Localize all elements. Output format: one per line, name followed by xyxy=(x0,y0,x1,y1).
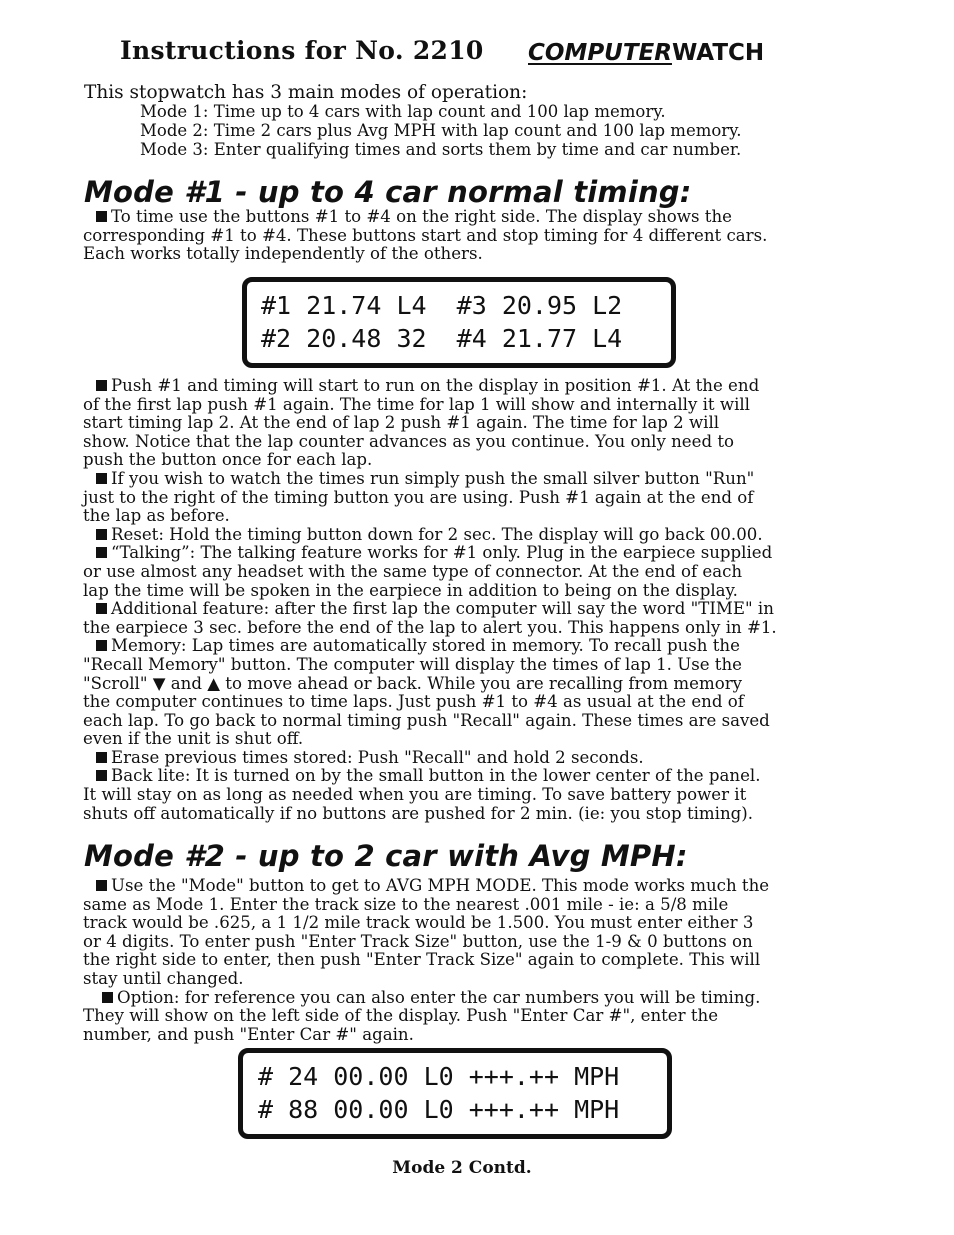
text-line: the right side to enter, then push "Enter Track Size" again to complete. This will xyxy=(83,950,761,970)
mode2-instructions xyxy=(83,877,853,1044)
mode2-heading: Mode #2 - up to 2 car with Avg MPH: xyxy=(84,839,688,873)
intro-text: This stopwatch has 3 main modes of operation: xyxy=(84,82,528,103)
text-line: If you wish to watch the times run simply push the small silver button "Run" xyxy=(111,468,755,488)
lcd-display-mode2 xyxy=(238,1048,672,1139)
text-line: stay until changed. xyxy=(83,968,244,988)
mode-list-item: Mode 1: Time up to 4 cars with lap count and 100 lap memory. xyxy=(140,102,666,121)
text-line: Memory: Lap times are automatically stored in memory. To recall push the xyxy=(111,636,740,656)
text-line: number, and push "Enter Car #" again. xyxy=(83,1024,414,1044)
bullet-square-icon xyxy=(96,770,107,781)
mode-list-item: Mode 3: Enter qualifying times and sorts them by time and car number. xyxy=(140,140,742,160)
text-line: Each works totally independently of the others. xyxy=(83,244,483,264)
text-line: start timing lap 2. At the end of lap 2 push #1 again. The time for lap 2 will xyxy=(83,413,720,433)
bullet-square-icon xyxy=(96,473,107,484)
text-line: They will show on the left side of the display. Push "Enter Car #", enter the xyxy=(83,1006,719,1026)
text-line: "Recall Memory" button. The computer will display the times of lap 1. Use the xyxy=(83,654,742,674)
text-line: lap the time will be spoken in the earpiece in addition to being on the display. xyxy=(83,580,738,600)
text-line: Additional feature: after the first lap the computer will say the word "TIME" in xyxy=(111,599,774,619)
text-line: Reset: Hold the timing button down for 2 sec. The display will go back 00.00. xyxy=(111,524,763,544)
lcd-line: #1 21.74 L4 #3 20.95 L2 xyxy=(261,291,623,320)
mode-list xyxy=(140,102,742,160)
text-line: each lap. To go back to normal timing push "Recall" again. These times are saved xyxy=(83,710,770,730)
lcd-display-mode1 xyxy=(242,277,676,368)
text-line: corresponding #1 to #4. These buttons start and stop timing for 4 different cars. xyxy=(83,225,768,245)
mode-list-item: Mode 2: Time 2 cars plus Avg MPH with lap count and 100 lap memory. xyxy=(140,121,742,141)
bullet-square-icon xyxy=(96,380,107,391)
bullet-square-icon xyxy=(96,211,107,222)
text-line: “Talking”: The talking feature works for #1 only. Plug in the earpiece supplied xyxy=(111,543,773,563)
text-line: just to the right of the timing button you are using. Push #1 again at the end of xyxy=(83,487,754,507)
logo-part-watch: WATCH xyxy=(671,40,765,66)
text-line: same as Mode 1. Enter the track size to the nearest .001 mile - ie: a 5/8 mile xyxy=(83,894,729,914)
text-line: shuts off automatically if no buttons are pushed for 2 min. (ie: you stop timing). xyxy=(83,803,754,823)
text-line: push the button once for each lap. xyxy=(83,450,373,470)
lcd-line: # 88 00.00 L0 +++.++ MPH xyxy=(258,1095,620,1124)
logo-part-computer: COMPUTER xyxy=(528,40,672,66)
text-line: It will stay on as long as needed when you are timing. To save battery power it xyxy=(83,785,747,805)
computerwatch-logo xyxy=(528,40,764,66)
bullet-square-icon xyxy=(96,880,107,891)
text-line: Push #1 and timing will start to run on the display in position #1. At the end xyxy=(111,376,760,395)
text-line: "Scroll" ▼ and ▲ to move ahead or back. While you are recalling from memory xyxy=(83,673,743,693)
bullet-square-icon xyxy=(96,640,107,651)
mode1-instructions xyxy=(83,377,853,823)
text-line: even if the unit is shut off. xyxy=(83,729,304,749)
text-line: of the first lap push #1 again. The time for lap 1 will show and internally it will xyxy=(83,394,750,414)
text-line: the computer continues to time laps. Just push #1 to #4 as usual at the end of xyxy=(83,692,744,712)
text-line: the lap as before. xyxy=(83,506,230,526)
bullet-square-icon xyxy=(96,752,107,763)
mode1-intro-paragraph xyxy=(83,208,853,264)
text-line: To time use the buttons #1 to #4 on the right side. The display shows the xyxy=(111,207,732,226)
text-line: Use the "Mode" button to get to AVG MPH MODE. This mode works much the xyxy=(111,876,770,895)
page-title: Instructions for No. 2210 xyxy=(120,36,484,65)
bullet-square-icon xyxy=(96,603,107,614)
text-line: or 4 digits. To enter push "Enter Track Size" button, use the 1-9 & 0 buttons on xyxy=(83,931,753,951)
continued-note: Mode 2 Contd. xyxy=(392,1158,532,1178)
text-line: show. Notice that the lap counter advances as you continue. You only need to xyxy=(83,431,734,451)
bullet-square-icon xyxy=(96,547,107,558)
mode1-heading: Mode #1 - up to 4 car normal timing: xyxy=(84,175,692,209)
text-line: the earpiece 3 sec. before the end of the lap to alert you. This happens only in #1. xyxy=(83,617,777,637)
lcd-line: #2 20.48 32 #4 21.77 L4 xyxy=(261,324,623,353)
bullet-square-icon xyxy=(96,529,107,540)
text-line: Erase previous times stored: Push "Recall" and hold 2 seconds. xyxy=(111,747,644,767)
lcd-line: # 24 00.00 L0 +++.++ MPH xyxy=(258,1062,620,1091)
text-line: Option: for reference you can also enter the car numbers you will be timing. xyxy=(117,987,761,1007)
text-line: Back lite: It is turned on by the small button in the lower center of the panel. xyxy=(111,766,761,786)
bullet-square-icon xyxy=(102,992,113,1003)
text-line: track would be .625, a 1 1/2 mile track would be 1.500. You must enter either 3 xyxy=(83,913,754,933)
text-line: or use almost any headset with the same type of connector. At the end of each xyxy=(83,561,743,581)
